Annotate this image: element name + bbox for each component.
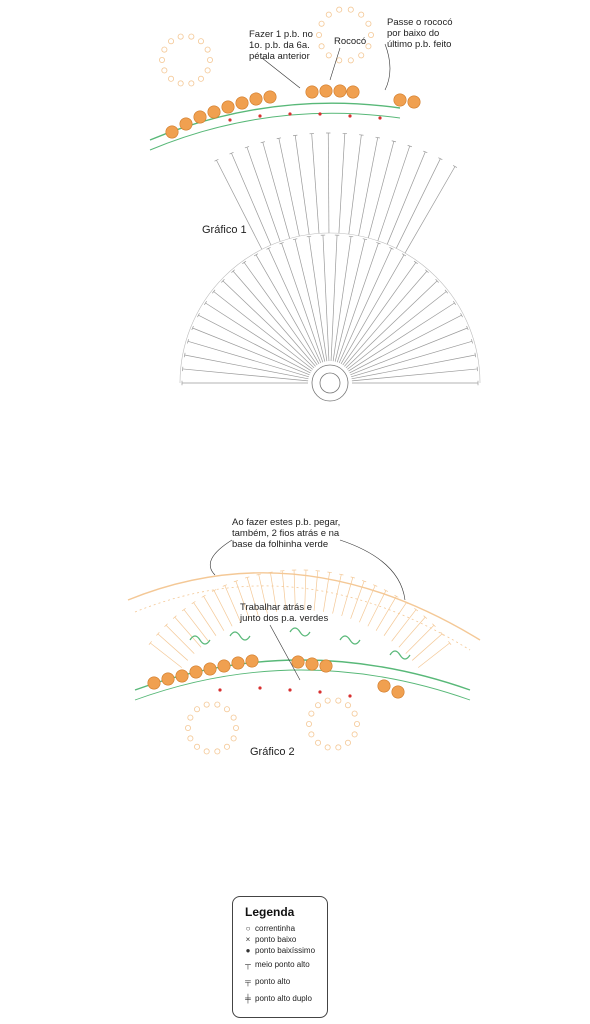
rococo-ring: [162, 47, 167, 52]
legend-item-chain: ○ correntinha: [241, 923, 327, 934]
rococo-ring: [326, 12, 331, 17]
rococo-ring: [366, 21, 371, 26]
green-leaf: [230, 632, 250, 640]
legend-item-single-crochet: × ponto baixo: [241, 934, 327, 945]
stitch-row-upper: [328, 133, 329, 233]
rococo-ring: [178, 81, 183, 86]
orange-bead: [378, 680, 390, 692]
treble-crochet-icon: ╪: [245, 994, 251, 1003]
peach-stitch: [202, 595, 206, 597]
stitch-row-upper: [359, 135, 363, 136]
graph-2: [128, 540, 480, 754]
peach-stitch: [418, 643, 450, 668]
red-dot: [378, 116, 381, 119]
peach-stitch: [448, 641, 451, 644]
orange-bead: [347, 86, 359, 98]
stitch-row-upper: [387, 152, 425, 244]
red-dot: [318, 690, 321, 693]
stitch-row-upper: [359, 138, 378, 236]
rococo-ring: [354, 721, 359, 726]
stitch-row: [307, 236, 311, 237]
rococo-ring: [325, 745, 330, 750]
rococo-ring: [336, 698, 341, 703]
peach-stitch: [149, 641, 152, 644]
rococo-ring: [233, 725, 238, 730]
rococo-ring: [159, 57, 164, 62]
legend-item-treble: ╪ ponto alto duplo: [241, 990, 327, 1007]
legend-title: Legenda: [245, 905, 295, 919]
graph-1-title: Gráfico 1: [202, 224, 247, 236]
red-dot: [348, 694, 351, 697]
stitch-row-upper: [376, 137, 380, 138]
stitch-row: [344, 271, 427, 366]
green-leaf: [290, 628, 310, 636]
peach-stitch: [399, 617, 425, 647]
orange-bead: [162, 673, 174, 685]
rococo-ring: [168, 39, 173, 44]
stitch-row: [475, 353, 476, 357]
peach-stitch: [204, 596, 224, 630]
annotation-line: [210, 540, 232, 575]
peach-stitch: [392, 610, 416, 642]
stitch-row-upper: [263, 142, 290, 238]
orange-bead: [250, 93, 262, 105]
legend-item-double: ╤ ponto alto: [241, 973, 327, 990]
rococo-ring: [231, 736, 236, 741]
rococo-ring: [306, 721, 311, 726]
center-ring: [312, 365, 348, 401]
orange-bead: [306, 86, 318, 98]
annotation-pass-rococo: Passe o rococó por baixo do último p.b. feito: [387, 17, 453, 50]
rococo-ring: [309, 711, 314, 716]
rococo-ring: [178, 34, 183, 39]
peach-stitch: [175, 617, 201, 647]
rococo-ring: [204, 702, 209, 707]
stitch-row: [341, 255, 404, 364]
orange-bead: [204, 663, 216, 675]
stitch-row-upper: [293, 135, 297, 136]
peach-stitch: [182, 608, 185, 611]
orange-bead: [180, 118, 192, 130]
stitch-row-upper: [453, 165, 457, 167]
legend-box: [232, 896, 328, 1018]
rococo-ring: [215, 702, 220, 707]
rococo-ring: [345, 740, 350, 745]
rococo-ring: [188, 736, 193, 741]
orange-bead: [320, 85, 332, 97]
rococo-ring: [198, 39, 203, 44]
single-crochet-icon: ×: [245, 935, 251, 944]
orange-bead: [176, 670, 188, 682]
rococo-ring: [168, 76, 173, 81]
peach-stitch: [414, 608, 417, 611]
stitch-row-upper: [349, 135, 362, 234]
stitch-row: [233, 271, 316, 366]
stitch-row: [212, 290, 215, 293]
stitch-row: [295, 239, 325, 361]
red-dot: [228, 118, 231, 121]
stitch-row: [402, 254, 406, 256]
stitch-row-upper: [312, 134, 319, 234]
annotation-sc-back-threads: Ao fazer estes p.b. pegar, também, 2 fios atrás e na base da folhinha verde: [232, 517, 341, 550]
stitch-row: [445, 290, 448, 293]
annotation-line: [385, 44, 390, 90]
rococo-ring: [215, 749, 220, 754]
peach-stitch: [351, 581, 364, 619]
orange-bead: [246, 655, 258, 667]
rococo-ring: [345, 703, 350, 708]
rococo-ring: [336, 745, 341, 750]
orange-bead: [148, 677, 160, 689]
stitch-row: [414, 261, 418, 264]
rococo-ring: [205, 47, 210, 52]
stitch-row: [242, 261, 246, 264]
half-double-crochet-icon: ┬: [245, 960, 251, 969]
slip-stitch-icon: ●: [245, 946, 251, 955]
rococo-ring: [194, 744, 199, 749]
orange-bead: [264, 91, 276, 103]
legend-item-half-double: ┬ meio ponto alto: [241, 956, 327, 973]
rococo-ring: [309, 732, 314, 737]
stitch-row: [223, 281, 314, 368]
rococo-ring: [316, 32, 321, 37]
orange-bead: [334, 85, 346, 97]
rococo-ring: [359, 53, 364, 58]
orange-bead: [194, 111, 206, 123]
rococo-ring: [315, 703, 320, 708]
red-dot: [218, 688, 221, 691]
rococo-ring: [352, 711, 357, 716]
rococo-ring: [224, 744, 229, 749]
rococo-ring: [325, 698, 330, 703]
annotation-work-behind: Trabalhar atrás e junto dos p.a. verdes: [240, 602, 329, 624]
rococo-ring: [204, 749, 209, 754]
stitch-row: [184, 353, 185, 357]
peach-stitch: [327, 572, 331, 573]
stitch-row-upper: [295, 135, 309, 234]
chain-icon: ○: [245, 924, 251, 933]
rococo-ring: [319, 44, 324, 49]
orange-bead: [408, 96, 420, 108]
peach-stitch: [384, 603, 406, 636]
annotation-first-sc: Fazer 1 p.b. no 1o. p.b. da 6a. pétala anterior: [249, 29, 313, 62]
stitch-row: [349, 236, 353, 237]
rococo-ring: [352, 732, 357, 737]
orange-bead: [306, 658, 318, 670]
rococo-ring: [368, 32, 373, 37]
rococo-ring: [198, 76, 203, 81]
orange-bead: [392, 686, 404, 698]
peach-stitch: [376, 596, 396, 630]
orange-bead: [320, 660, 332, 672]
legend-item-slip-stitch: ● ponto baixíssimo: [241, 945, 327, 956]
rococo-ring: [315, 740, 320, 745]
double-crochet-icon: ╤: [245, 977, 251, 986]
stitch-row-upper: [277, 138, 281, 139]
red-dot: [318, 112, 321, 115]
rococo-ring: [194, 707, 199, 712]
red-dot: [288, 688, 291, 691]
orange-bead: [166, 126, 178, 138]
orange-bead: [394, 94, 406, 106]
red-dot: [288, 112, 291, 115]
stitch-row: [349, 303, 455, 371]
stitch-row-upper: [378, 146, 410, 241]
rococo-ring: [189, 34, 194, 39]
peach-stitch: [339, 574, 343, 575]
orange-bead: [218, 660, 230, 672]
peach-stitch: [194, 603, 216, 636]
rococo-ring: [326, 53, 331, 58]
rococo-ring: [319, 21, 324, 26]
green-leaf: [340, 636, 360, 644]
rococo-ring: [185, 725, 190, 730]
stitch-row-upper: [339, 133, 345, 233]
graph-1: [150, 7, 480, 401]
peach-stitch: [406, 625, 434, 653]
annotation-line: [330, 48, 340, 80]
rococo-ring: [231, 715, 236, 720]
stitch-row: [256, 255, 319, 364]
rococo-ring: [337, 7, 342, 12]
annotation-line: [262, 58, 300, 88]
rococo-ring: [366, 44, 371, 49]
orange-bead: [190, 666, 202, 678]
round-line: [180, 233, 480, 383]
stitch-row-upper: [279, 138, 299, 236]
rococo-ring: [188, 715, 193, 720]
red-dot: [258, 686, 261, 689]
annotation-rococo: Rococó: [334, 36, 367, 47]
rococo-ring: [189, 81, 194, 86]
rococo-ring: [348, 58, 353, 63]
stitch-row: [204, 301, 206, 305]
stitch-row: [205, 303, 311, 371]
rococo-ring: [359, 12, 364, 17]
orange-bead: [208, 106, 220, 118]
orange-bead: [222, 101, 234, 113]
rococo-ring: [337, 58, 342, 63]
orange-bead: [236, 97, 248, 109]
rococo-ring: [224, 707, 229, 712]
stitch-row: [254, 254, 258, 256]
rococo-ring: [162, 68, 167, 73]
rococo-ring: [348, 7, 353, 12]
orange-bead: [232, 657, 244, 669]
rococo-ring: [207, 57, 212, 62]
orange-bead: [292, 656, 304, 668]
peach-stitch: [158, 634, 188, 661]
stitch-row-upper: [368, 141, 394, 238]
stitch-row: [335, 239, 365, 361]
peach-stitch: [394, 595, 398, 597]
graph-2-title: Gráfico 2: [250, 746, 295, 758]
peach-stitch: [257, 574, 261, 575]
peach-stitch: [192, 601, 196, 603]
stitch-row: [346, 281, 437, 368]
rococo-ring: [205, 68, 210, 73]
red-dot: [258, 114, 261, 117]
annotation-line: [270, 625, 300, 680]
peach-stitch: [412, 634, 442, 661]
center-ring-inner: [320, 373, 340, 393]
red-dot: [348, 114, 351, 117]
peach-stitch: [150, 643, 182, 668]
stitch-row: [453, 301, 455, 305]
